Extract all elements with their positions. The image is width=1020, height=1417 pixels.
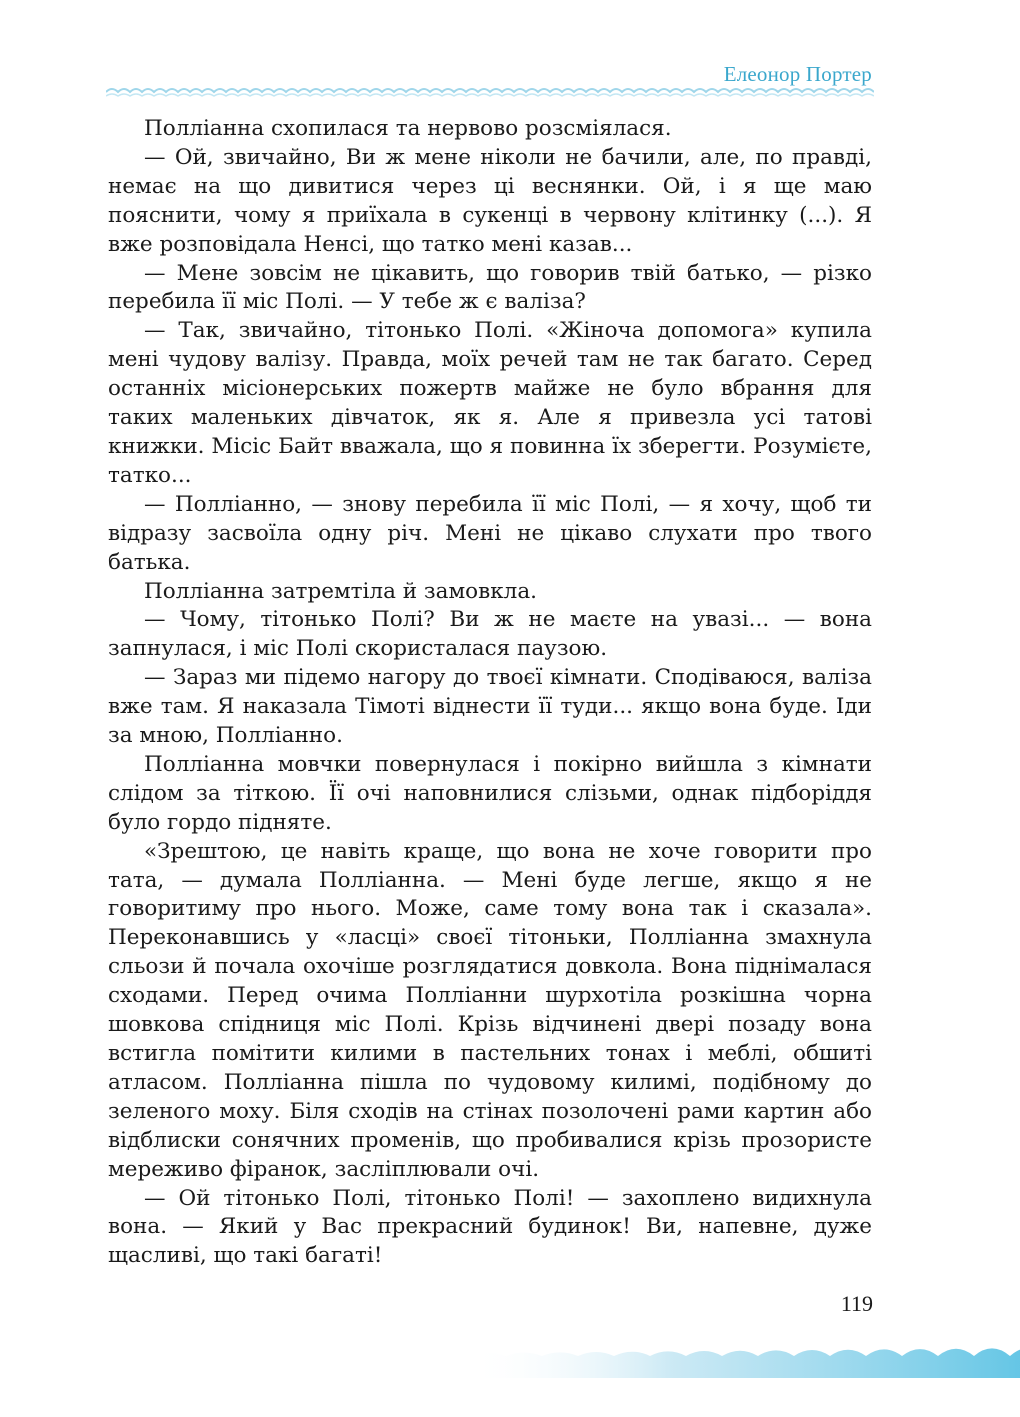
paragraph: — Ой, звичайно, Ви ж мене нiколи не бачили, але, по правдi, немає на що дивитися через цi веснянки. Ой, i я ще маю пояснити, чому я приїхала в сукенцi в червону клiтинку (...). Я вже розповiдала Ненсi, що татко менi казав... [108, 144, 872, 257]
bottom-wave-ornament [470, 1316, 1020, 1378]
page-number: 119 [840, 1291, 873, 1316]
paragraph: — Мене зовсiм не цiкавить, що говорив твiй батько, — рiзко перебила її мiс Полi. — У тебе ж є валiза? [108, 260, 872, 315]
paragraph: — Зараз ми пiдемо нагору до твоєї кiмнати. Сподiваюся, валiза вже там. Я наказала Тiмотi вiднести її туди... якщо вона буде. Iди за мною, Поллiанно. [108, 665, 872, 749]
paragraph: — Поллiанно, — знову перебила її мiс Полi, — я хочу, щоб ти вiдразу засвоїла одну рiч. Менi не цiкаво слухати про твого батька. [108, 491, 872, 575]
paragraph: — Ой тiтонько Полi, тiтонько Полi! — захоплено видихнула вона. — Який у Вас прекрасний будинок! Ви, напевне, дуже щасливi, що такi багатi! [108, 1185, 872, 1269]
paragraph: «Зрештою, це навiть краще, що вона не хоче говорити про тата, — думала Поллiанна. — Менi буде легше, якщо я не говоритиму про нього. Може, саме тому вона так i сказала». Переконавшись у «ласцi» своєї тiтоньки, Поллiанна змахнула сльози й почала охочiше розглядатися довкола. Вона пiднiмалася сходами. Перед очима Поллiанни шурхотiла розкiшна чорна шовкова спiдниця мiс Полi. Крiзь вiдчиненi дверi позаду вона встигла помiтити килими в пастельних тонах i меблi, обшитi атласом. Поллiанна пiшла по чудовому килимi, подiбному до зеленого моху. Бiля сходiв на стiнах позолоченi рами картин або вiдблиски сонячних променiв, що пробивалися крiзь прозористе мереживо фiранок, засліплювали очi. [108, 838, 872, 1182]
paragraph: — Так, звичайно, тiтонько Полi. «Жiноча допомога» купила менi чудову валiзу. Правда, моїх речей там не так багато. Серед останнiх мiсiонерських пожертв майже не було вбрання для таких маленьких дiвчаток, як я. Але я привезла усi татовi книжки. Мiсiс Байт вважала, що я повинна їх зберегти. Розумiєте, татко... [108, 318, 872, 488]
text-body [108, 115, 872, 1271]
paragraph: Поллiанна схопилася та нервово розсмiялася. [144, 116, 672, 141]
paragraph: Поллiанна мовчки повернулася i покiрно вийшла з кiмнати слiдом за тiткою. Її очi наповнилися слiзьми, однак пiдборiддя було гордо пiднятe. [108, 751, 872, 835]
top-wave-ornament [106, 84, 874, 98]
paragraph: Поллiанна затремтiла й замовкла. [144, 578, 537, 604]
paragraph: — Чому, тiтонько Полi? Ви ж не маєте на увазi... — вона запнулася, i мiс Полi скористалася паузою. [108, 607, 872, 662]
running-header-author: Елеонор Портер [723, 62, 872, 86]
